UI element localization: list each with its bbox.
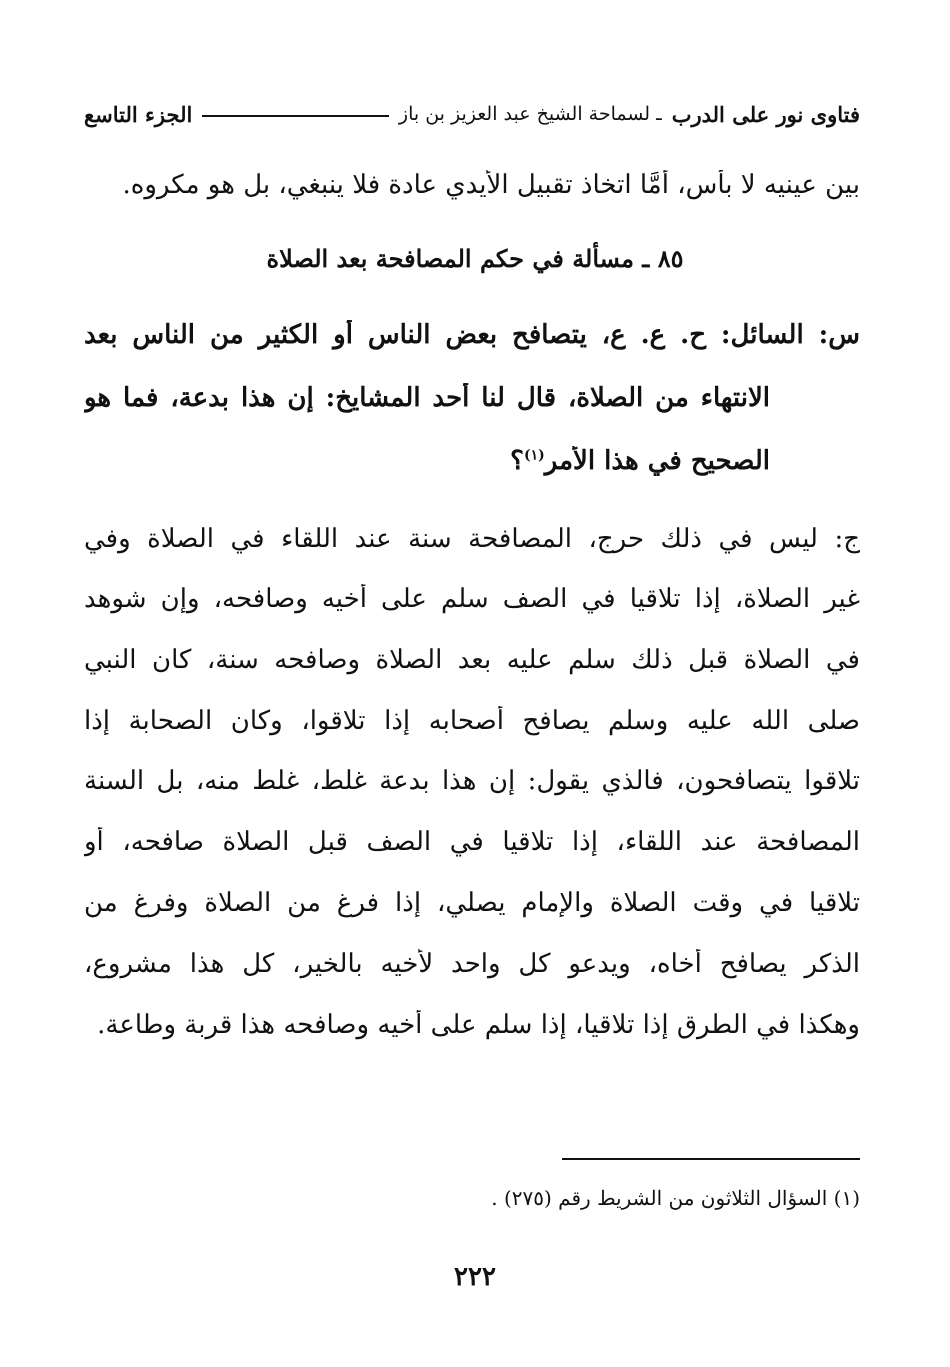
footnote-ref: (١) xyxy=(523,447,545,464)
page-number: ٢٢٢ xyxy=(454,1262,496,1292)
running-header xyxy=(84,96,860,132)
footnote: (١) السؤال الثلاثون من الشريط رقم (٢٧٥) . xyxy=(491,1186,860,1210)
question-line: الانتهاء من الصلاة، قال لنا أحد المشايخ: إن هذا بدعة، فما هو xyxy=(84,383,770,413)
intro-line: بين عينيه لا بأس، أمَّا اتخاذ تقبيل الأيدي عادة فلا ينبغي، بل هو مكروه. xyxy=(122,170,860,200)
question-text: الصحيح في هذا الأمر xyxy=(544,446,770,476)
answer-line: تلاقيا في وقت الصلاة والإمام يصلي، إذا فرغ من الصلاة وفرغ من xyxy=(84,888,860,918)
answer-line: الذكر يصافح أخاه، ويدعو كل واحد لأخيه بالخير، كل هذا مشروع، xyxy=(84,949,860,979)
answer-line: المصافحة عند اللقاء، إذا تلاقيا في الصف قبل الصلاة صافحه، أو xyxy=(84,827,860,857)
answer-line: وهكذا في الطرق إذا تلاقيا، إذا سلم على أخيه وصافحه هذا قربة وطاعة. xyxy=(97,1010,860,1040)
header-rule xyxy=(202,115,389,117)
answer-line: ج: ليس في ذلك حرج، المصافحة سنة عند اللقاء في الصلاة وفي xyxy=(84,524,860,554)
book-title: فتاوى نور على الدرب xyxy=(671,101,860,127)
question-line: س: السائل: ح. ع. ع، يتصافح بعض الناس أو الكثير من الناس بعد xyxy=(84,320,860,350)
section-title: ٨٥ ـ مسألة في حكم المصافحة بعد الصلاة xyxy=(266,244,684,273)
author-line: ـ لسماحة الشيخ عبد العزيز بن باز xyxy=(398,103,662,125)
footnote-rule xyxy=(562,1158,860,1160)
answer-line: غير الصلاة، إذا تلاقيا في الصف سلم على أخيه وصافحه، وإن شوهد xyxy=(84,584,860,614)
answer-line: تلاقوا يتصافحون، فالذي يقول: إن هذا بدعة غلط، غلط منه، بل السنة xyxy=(84,766,860,796)
volume-part: الجزء التاسع xyxy=(84,101,193,127)
answer-line: في الصلاة قبل ذلك سلم عليه بعد الصلاة وصافحه سنة، كان النبي xyxy=(84,645,860,675)
question-mark: ؟ xyxy=(510,446,524,476)
answer-line: صلى الله عليه وسلم يصافح أصحابه إذا تلاقوا، وكان الصحابة إذا xyxy=(84,706,860,736)
question-line-last xyxy=(510,446,770,476)
